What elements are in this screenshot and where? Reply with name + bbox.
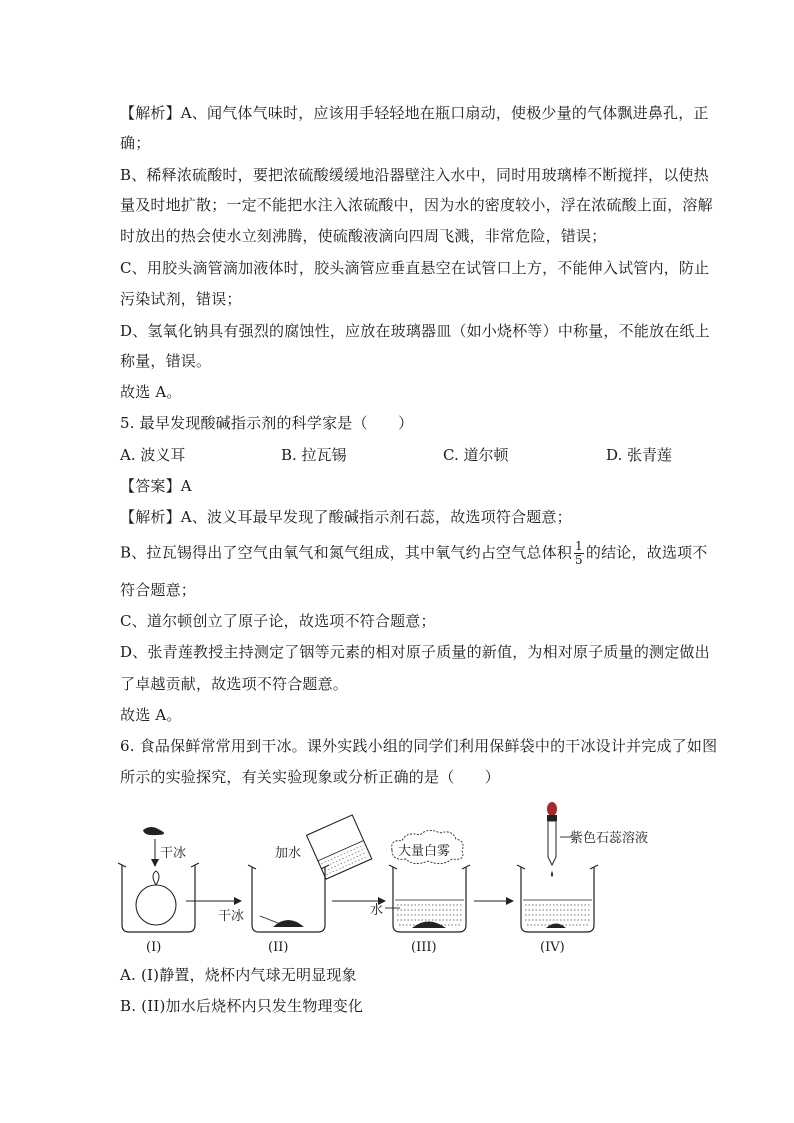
caption-4: (IV): [540, 940, 565, 955]
question-6-option-a: A. (I)静置，烧杯内气球无明显现象: [120, 966, 357, 984]
balloon-neck: [153, 871, 159, 885]
caption-3: (III): [411, 940, 437, 955]
analysis-line: 污染试剂，错误；: [120, 290, 242, 308]
label-dry-ice: 干冰: [218, 909, 245, 924]
question-6-stem: 6. 食品保鲜常常用到干冰。课外实践小组的同学们利用保鲜袋中的干冰设计并完成了如图: [120, 737, 718, 755]
analysis-text: B、拉瓦锡得出了空气由氧气和氮气组成，其中氧气约占空气总体积: [120, 543, 573, 562]
analysis-line: 符合题意；: [120, 581, 197, 599]
question-6-option-b: B. (II)加水后烧杯内只发生物理变化: [120, 997, 364, 1015]
analysis-line: 了卓越贡献，故选项不符合题意。: [120, 675, 349, 693]
arrow-head: [234, 897, 242, 905]
beaker-outline: [521, 867, 594, 932]
balloon: [136, 885, 176, 925]
beaker-1: [118, 827, 199, 955]
analysis-line: 时放出的热会使水立刻沸腾，使硫酸液滴向四周飞溅，非常危险，错误；: [120, 227, 607, 245]
analysis-text: 的结论，故选项不: [585, 543, 708, 562]
analysis-line: D、氢氧化钠具有强烈的腐蚀性，应放在玻璃器皿（如小烧杯等）中称量，不能放在纸上: [120, 322, 710, 340]
dry-ice-lump: [143, 827, 164, 835]
experiment-figure: [110, 795, 690, 960]
answer-line: 【答案】A: [120, 477, 192, 495]
caption-2: (II): [268, 940, 289, 955]
label-fog: 大量白雾: [398, 844, 451, 859]
pointer-line: [260, 916, 278, 923]
arrow-head: [151, 859, 159, 867]
label-litmus: 紫色石蕊溶液: [570, 831, 649, 846]
experiment-diagram: [110, 795, 690, 960]
dry-ice-lump: [273, 920, 304, 927]
question-5-stem: 5. 最早发现酸碱指示剂的科学家是（ ）: [120, 414, 414, 432]
dropper-tube: [548, 821, 556, 865]
drop: [551, 871, 553, 877]
label-add-water: 加水: [275, 846, 302, 861]
label-dry-ice: 干冰: [160, 846, 187, 861]
analysis-line: C、道尔顿创立了原子论，故选项不符合题意；: [120, 612, 436, 630]
cup-outline: [307, 815, 372, 879]
option-b: B. 拉瓦锡: [281, 446, 347, 464]
dry-ice-lump: [412, 922, 446, 929]
fraction-numerator: 1: [575, 539, 583, 553]
analysis-line: 【解析】A、闻气体气味时，应该用手轻轻地在瓶口扇动，使极少量的气体飘进鼻孔，正: [120, 104, 709, 122]
arrow-head: [506, 897, 514, 905]
beaker-2: [218, 815, 372, 932]
water-level: [318, 841, 364, 861]
dry-ice-lump: [546, 924, 566, 929]
option-a: A. 波义耳: [120, 446, 186, 464]
analysis-line: C、用胶头滴管滴加液体时，胶头滴管应垂直悬空在试管口上方，不能伸入试管内，防止: [120, 259, 710, 277]
analysis-line: 称量，错误。: [120, 352, 212, 370]
fraction: [574, 540, 584, 567]
choose-line: 故选 A。: [120, 706, 182, 724]
analysis-line: D、张青莲教授主持测定了铟等元素的相对原子质量的新值，为相对原子质量的测定做出: [120, 643, 710, 661]
question-6-stem: 所示的实验探究，有关实验现象或分析正确的是（ ）: [120, 768, 501, 786]
water-dots: [525, 905, 590, 925]
caption-1: (I): [146, 940, 162, 955]
analysis-line: B、稀释浓硫酸时，要把浓硫酸缓缓地沿器壁注入水中，同时用玻璃棒不断搅拌，以使热: [120, 166, 709, 184]
option-d: D. 张青莲: [606, 446, 673, 464]
analysis-line-with-fraction: [120, 539, 708, 567]
beaker-lip: [517, 865, 598, 869]
analysis-line: 【解析】A、波义耳最早发现了酸碱指示剂石蕊，故选项符合题意；: [120, 508, 572, 526]
dropper-bulb: [547, 802, 557, 816]
pouring-cup: [307, 815, 372, 879]
analysis-line: 确；: [120, 134, 151, 152]
analysis-line: 量及时地扩散；一定不能把水注入浓硫酸中，因为水的密度较小，浮在浓硫酸上面，溶解: [120, 196, 713, 214]
beaker-lip: [118, 863, 199, 867]
dropper-collar: [547, 815, 557, 821]
beaker-lip: [248, 865, 329, 869]
choose-line: 故选 A。: [120, 383, 182, 401]
beaker-3: [370, 830, 470, 955]
option-c: C. 道尔顿: [443, 446, 509, 464]
fraction-denominator: 5: [575, 553, 583, 567]
label-water: 水: [370, 903, 384, 918]
beaker-lip: [389, 865, 470, 869]
beaker-4: [517, 802, 648, 955]
